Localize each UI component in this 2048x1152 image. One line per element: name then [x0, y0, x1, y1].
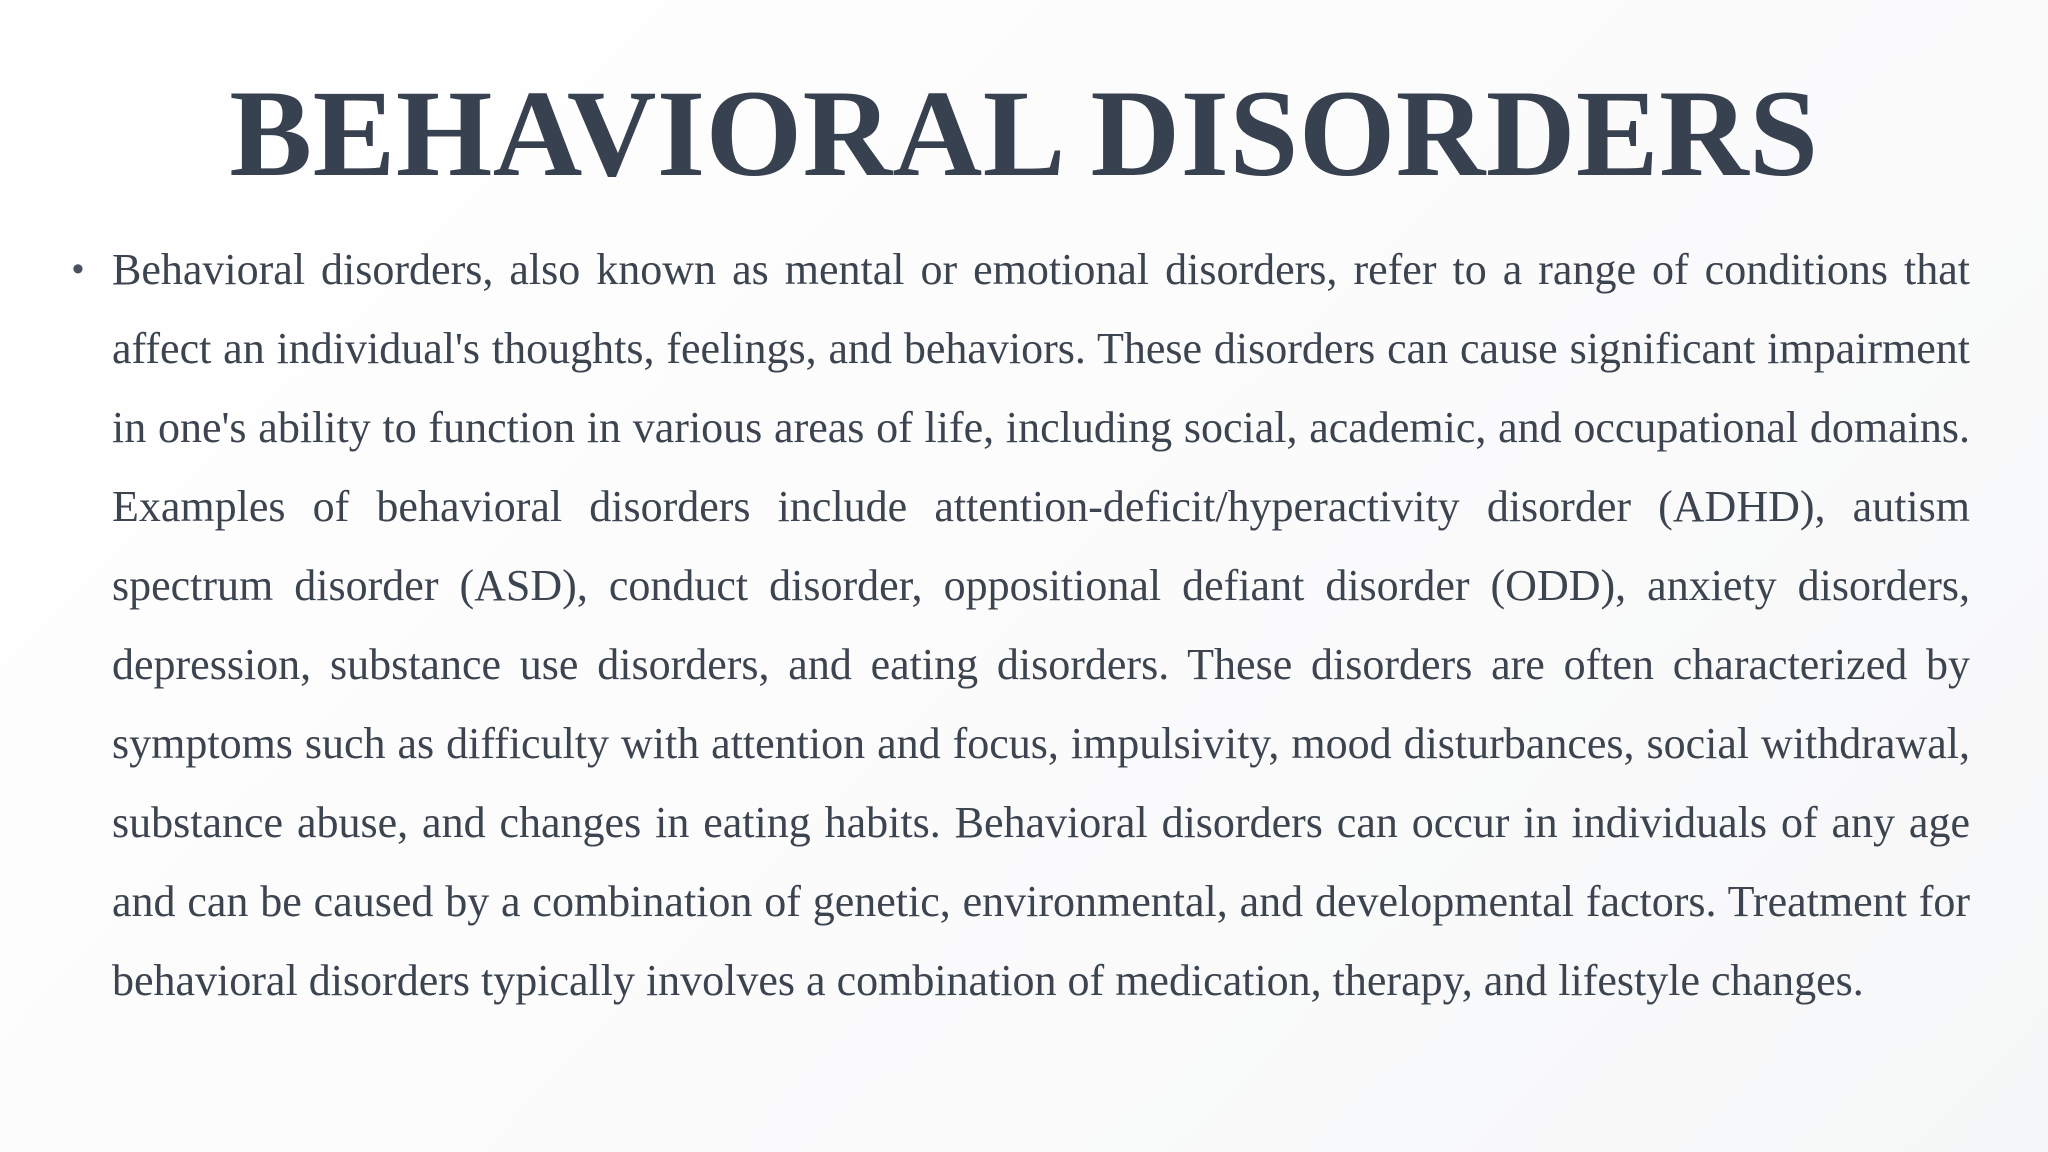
bullet-text: Behavioral disorders, also known as mental or emotional disorders, refer to a range of conditions that affect an individual's thoughts, feelings, and behaviors. These disorders can cause significant impairment in one's ability to function in various areas of life, including social, academic, and occupational domains. Examples of behavioral disorders include attention-deficit/hyperactivity disorder (ADHD), autism spectrum disorder (ASD), conduct disorder, oppositional defiant disorder (ODD), anxiety disorders, depression, substance use disorders, and eating disorders. These disorders are often characterized by symptoms such as difficulty with attention and focus, impulsivity, mood disturbances, social withdrawal, substance abuse, and changes in eating habits. Behavioral disorders can occur in individuals of any age and can be caused by a combination of genetic, environmental, and developmental factors. Treatment for behavioral disorders typically involves a combination of medication, therapy, and lifestyle changes. [112, 245, 1970, 1005]
bullet-item [70, 230, 1970, 1020]
bullet-list [70, 230, 1970, 1020]
slide-title: BEHAVIORAL DISORDERS [229, 65, 1819, 202]
bullet-marker: • [72, 250, 84, 288]
